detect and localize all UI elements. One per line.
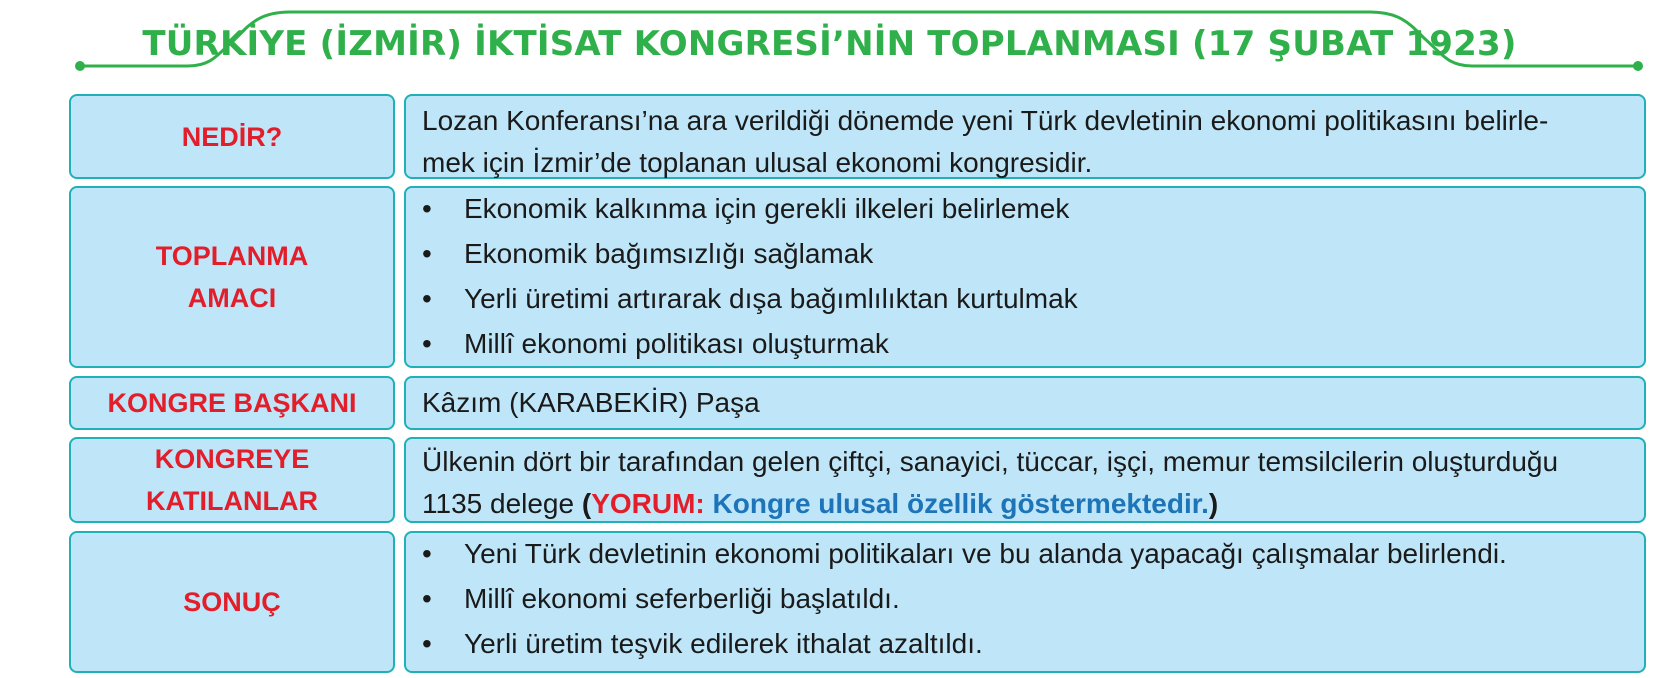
row-label-text: SONUÇ [183,587,281,617]
comment-text: Kongre ulusal özellik göstermektedir. [712,488,1209,519]
page-title: TÜRKİYE (İZMİR) İKTİSAT KONGRESİ’NİN TOPLANMASI (17 ŞUBAT 1923) [142,24,1517,64]
content-line: Kâzım (KARABEKİR) Paşa [422,387,760,418]
row-content-kongreye-katilanlar [404,437,1646,523]
bullet-list [422,188,1628,368]
list-item: • Yerli üretimi artırarak dışa bağımlılıktan kurtulmak [422,278,1628,323]
row-content-kongre-baskani [404,376,1646,430]
content-line: Lozan Konferansı’na ara verildiği dönemde yeni Türk devletinin ekonomi politikasını belirle- [422,105,1549,136]
comment-label: YORUM: [591,488,713,519]
list-item: • Yeni Türk devletinin ekonomi politikaları ve bu alanda yapacağı çalışmalar belirlendi. [422,533,1628,578]
row-label-text: KONGRE BAŞKANI [107,388,357,418]
row-label-text: TOPLANMA [155,241,309,271]
bullet-icon: • [422,328,432,359]
row-label-text: KATILANLAR [146,486,318,516]
content-line: Ülkenin dört bir tarafından gelen çiftçi, sanayici, tüccar, işçi, memur temsilcilerin oluşturduğu [422,446,1559,477]
row-label-nedir [69,94,395,179]
row-sonuc [69,531,1646,673]
row-kongreye-katilanlar [69,437,1646,523]
bullet-list [422,533,1628,668]
row-label-text: AMACI [187,283,277,313]
bullet-icon: • [422,628,432,659]
list-item: • Ekonomik kalkınma için gerekli ilkeleri belirlemek [422,188,1628,233]
list-item: • Millî ekonomi seferberliği başlatıldı. [422,578,1628,623]
row-content-sonuc [404,531,1646,673]
bullet-icon: • [422,583,432,614]
list-item: • Millî ekonomi politikası oluşturmak [422,323,1628,368]
row-label-text: NEDİR? [181,121,283,152]
content-line: mek için İzmir’de toplanan ulusal ekonomi kongresidir. [422,147,1093,178]
bullet-icon: • [422,538,432,569]
row-kongre-baskani [69,376,1646,430]
bullet-icon: • [422,238,432,269]
list-item: • Ekonomik bağımsızlığı sağlamak [422,233,1628,278]
row-content-toplanma-amaci [404,186,1646,368]
row-label-toplanma-amaci [69,186,395,368]
row-label-kongre-baskani [69,376,395,430]
bullet-icon: • [422,193,432,224]
content-line-with-comment: 1135 delege (YORUM: Kongre ulusal özellik göstermektedir.) [422,488,1219,519]
row-nedir [69,94,1646,179]
list-item: • Yerli üretim teşvik edilerek ithalat azaltıldı. [422,623,1628,668]
row-label-kongreye-katilanlar [69,437,395,523]
row-label-text: KONGREYE [154,444,310,474]
row-content-nedir [404,94,1646,179]
row-toplanma-amaci [69,186,1646,368]
row-label-sonuc [69,531,395,673]
bullet-icon: • [422,283,432,314]
